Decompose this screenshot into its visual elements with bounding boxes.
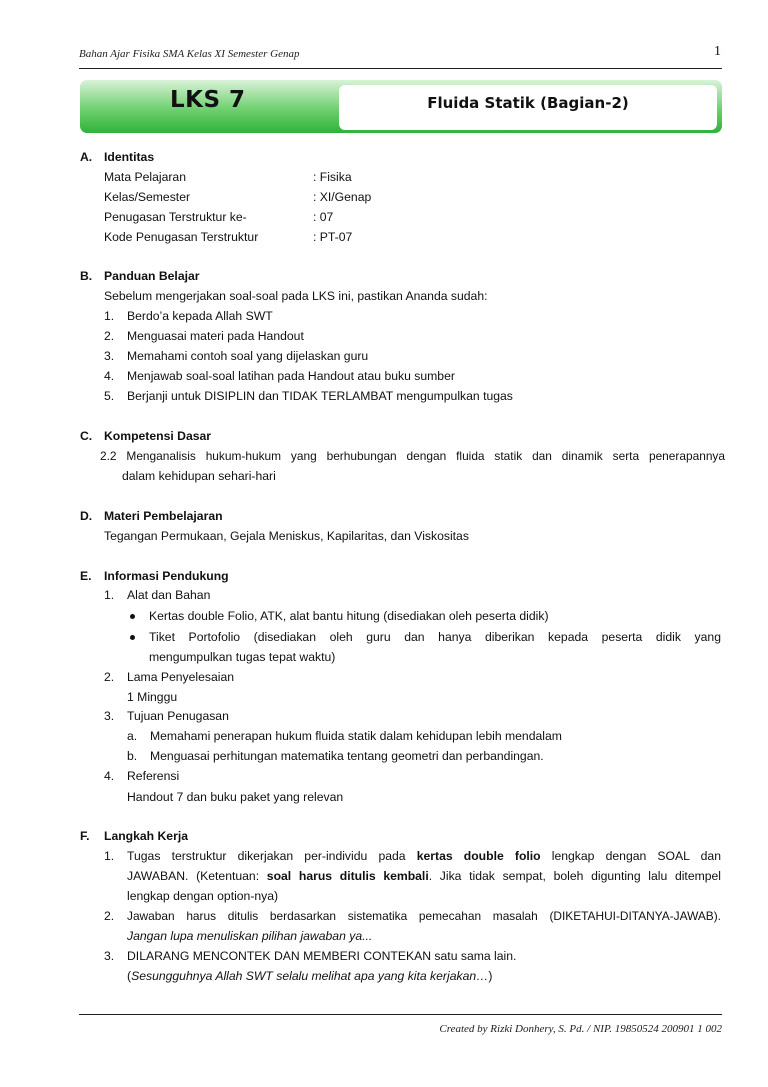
section-b-heading: Panduan Belajar xyxy=(104,269,200,283)
competency-text-cont: dalam kehidupan sehari-hari xyxy=(122,469,276,483)
info-item-title: Alat dan Bahan xyxy=(127,588,211,602)
step-text: Jawaban harus ditulis berdasarkan sistematika pemecahan masalah (DIKETAHUI-DITANYA-JAWAB). xyxy=(127,909,721,923)
info-item-value: 1 Minggu xyxy=(127,690,178,704)
sub-list-letter: b. xyxy=(127,749,138,763)
step-text: DILARANG MENCONTEK DAN MEMBERI CONTEKAN satu sama lain. xyxy=(127,949,517,963)
section-e-letter: E. xyxy=(80,569,92,583)
list-number: 4. xyxy=(104,769,115,783)
identity-value: : XI/Genap xyxy=(313,190,372,204)
sub-list-letter: a. xyxy=(127,729,138,743)
section-d-heading: Materi Pembelajaran xyxy=(104,509,223,523)
identity-value: : PT-07 xyxy=(313,230,353,244)
section-a-letter: A. xyxy=(80,150,93,164)
bullet-item: Tiket Portofolio (disediakan oleh guru dan hanya diberikan kepada peserta didik yang xyxy=(149,630,721,644)
list-number: 3. xyxy=(104,709,115,723)
info-item-title: Referensi xyxy=(127,769,180,783)
page-number: 1 xyxy=(714,44,721,59)
header-divider xyxy=(79,68,722,69)
sub-list-item: Menguasai perhitungan matematika tentang geometri dan perbandingan. xyxy=(150,749,544,763)
identity-label: Kelas/Semester xyxy=(104,190,191,204)
list-number: 1. xyxy=(104,588,115,602)
list-item: Menguasai materi pada Handout xyxy=(127,329,304,343)
list-number: 1. xyxy=(104,309,115,323)
step-note: (Sesungguhnya Allah SWT selalu melihat apa yang kita kerjakan…) xyxy=(127,969,493,983)
section-b-letter: B. xyxy=(80,269,93,283)
identity-label: Mata Pelajaran xyxy=(104,170,186,184)
list-number: 2. xyxy=(104,909,115,923)
materials-topic: Tegangan Permukaan, Gejala Meniskus, Kapilaritas, dan Viskositas xyxy=(104,529,469,543)
worksheet-code: LKS 7 xyxy=(170,87,246,113)
competency-text: 2.2 Menganalisis hukum-hukum yang berhubungan dengan fluida statik dan dinamik serta penerapannya xyxy=(100,449,725,463)
section-d-letter: D. xyxy=(80,509,93,523)
info-item-title: Lama Penyelesaian xyxy=(127,670,235,684)
list-number: 3. xyxy=(104,949,115,963)
footer-divider xyxy=(79,1014,722,1015)
step-text-cont: lengkap dengan option-nya) xyxy=(127,889,279,903)
section-c-letter: C. xyxy=(80,429,93,443)
list-item: Berdo’a kepada Allah SWT xyxy=(127,309,273,323)
sub-list-item: Memahami penerapan hukum fluida statik dalam kehidupan lebih mendalam xyxy=(150,729,562,743)
section-a-heading: Identitas xyxy=(104,150,155,164)
list-number: 2. xyxy=(104,670,115,684)
step-text: Tugas terstruktur dikerjakan per-individu pada kertas double folio lengkap dengan SOAL dan xyxy=(127,849,721,863)
list-item: Berjanji untuk DISIPLIN dan TIDAK TERLAMBAT mengumpulkan tugas xyxy=(127,389,513,403)
running-header: Bahan Ajar Fisika SMA Kelas XI Semester Genap xyxy=(79,48,300,60)
section-c-heading: Kompetensi Dasar xyxy=(104,429,212,443)
list-item: Menjawab soal-soal latihan pada Handout atau buku sumber xyxy=(127,369,455,383)
step-note: Jangan lupa menuliskan pilihan jawaban ya... xyxy=(127,929,373,943)
list-item: Memahami contoh soal yang dijelaskan guru xyxy=(127,349,369,363)
list-number: 5. xyxy=(104,389,115,403)
identity-label: Kode Penugasan Terstruktur xyxy=(104,230,259,244)
info-item-value: Handout 7 dan buku paket yang relevan xyxy=(127,790,344,804)
bullet-icon xyxy=(130,614,135,619)
worksheet-title: Fluida Statik (Bagian-2) xyxy=(427,94,629,112)
section-f-heading: Langkah Kerja xyxy=(104,829,188,843)
section-b-intro: Sebelum mengerjakan soal-soal pada LKS ini, pastikan Ananda sudah: xyxy=(104,289,488,303)
list-number: 1. xyxy=(104,849,115,863)
bullet-icon xyxy=(130,635,135,640)
bullet-item: Kertas double Folio, ATK, alat bantu hitung (disediakan oleh peserta didik) xyxy=(149,609,549,623)
list-number: 3. xyxy=(104,349,115,363)
section-f-letter: F. xyxy=(80,829,90,843)
bullet-item-cont: mengumpulkan tugas tepat waktu) xyxy=(149,650,336,664)
list-number: 4. xyxy=(104,369,115,383)
identity-value: : Fisika xyxy=(313,170,352,184)
section-e-heading: Informasi Pendukung xyxy=(104,569,229,583)
footer-credit: Created by Rizki Donhery, S. Pd. / NIP. 19850524 200901 1 002 xyxy=(439,1023,722,1035)
identity-value: : 07 xyxy=(313,210,334,224)
list-number: 2. xyxy=(104,329,115,343)
info-item-title: Tujuan Penugasan xyxy=(127,709,229,723)
step-text: JAWABAN. (Ketentuan: soal harus ditulis kembali. Jika tidak sempat, boleh digunting lalu ditempel xyxy=(127,869,722,883)
identity-label: Penugasan Terstruktur ke- xyxy=(104,210,247,224)
